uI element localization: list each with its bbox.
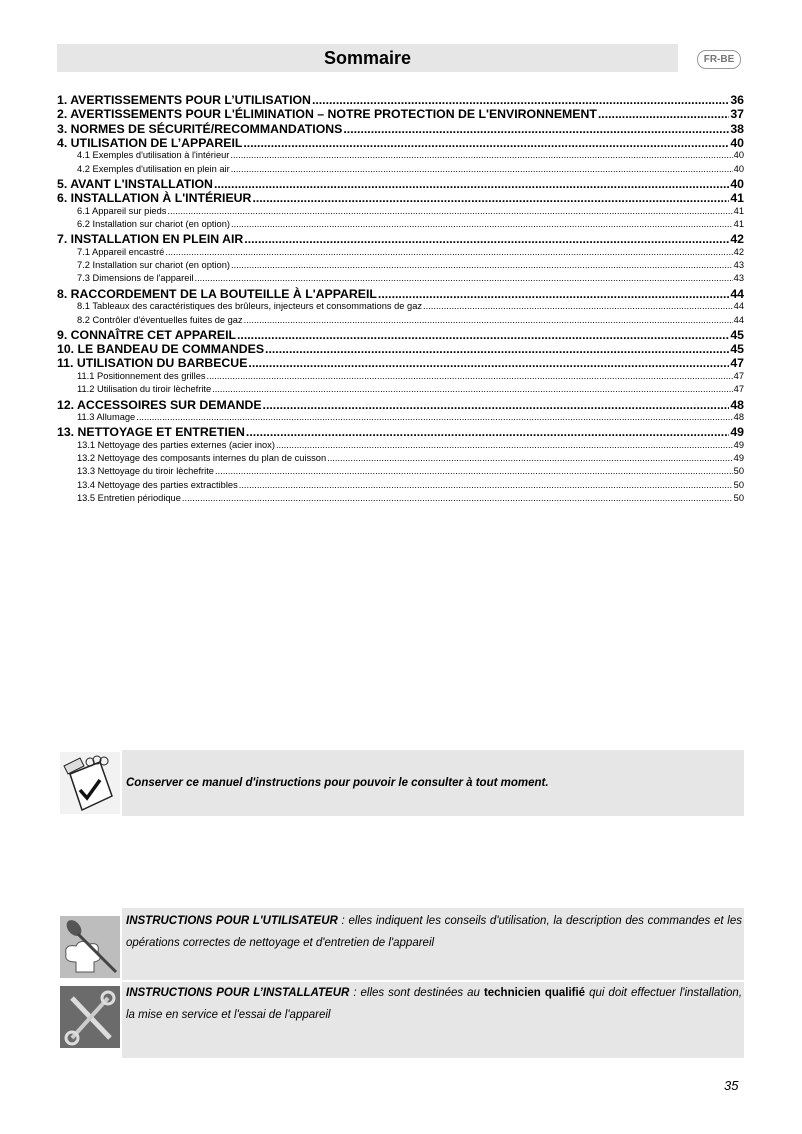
dot-leader bbox=[244, 315, 733, 325]
toc-label: 6. INSTALLATION À L'INTÉRIEUR bbox=[57, 191, 252, 206]
toc-page: 49 bbox=[733, 439, 744, 450]
toc-label: 13.3 Nettoyage du tiroir lèchefrite bbox=[77, 466, 214, 477]
toc-page: 40 bbox=[733, 163, 744, 174]
toc-page: 44 bbox=[733, 314, 744, 325]
toc-label: 12. ACCESSOIRES SUR DEMANDE bbox=[57, 397, 262, 412]
toc-entry[interactable] bbox=[57, 440, 744, 453]
toc-label: 13.2 Nettoyage des composants internes du plan de cuisson bbox=[77, 452, 327, 463]
page-title: Sommaire bbox=[323, 47, 412, 68]
toc-label: 4.1 Exemples d'utilisation à l'intérieur bbox=[77, 150, 230, 161]
dot-leader bbox=[136, 412, 732, 422]
user-instructions-box bbox=[122, 908, 744, 980]
toc-label: 11.2 Utilisation du tiroir lèchefrite bbox=[77, 384, 212, 395]
toc-entry[interactable] bbox=[57, 150, 744, 163]
toc-page: 43 bbox=[733, 260, 744, 271]
dot-leader bbox=[182, 493, 733, 503]
toc-entry[interactable] bbox=[57, 219, 744, 232]
toc-entry[interactable] bbox=[57, 480, 744, 493]
toc-label: 11. UTILISATION DU BARBECUE bbox=[57, 356, 248, 371]
note-text: Conserver ce manuel d'instructions pour pouvoir le consulter à tout moment. bbox=[126, 777, 549, 789]
toc-label: 13.1 Nettoyage des parties externes (acier inox) bbox=[77, 439, 275, 450]
toc-entry[interactable] bbox=[57, 247, 744, 260]
toc-label: 4. UTILISATION DE L’APPAREIL bbox=[57, 135, 243, 150]
dot-leader bbox=[214, 177, 729, 191]
toc-entry[interactable] bbox=[57, 412, 744, 425]
dot-leader bbox=[423, 301, 733, 311]
toc-entry[interactable] bbox=[57, 356, 744, 370]
toc-page: 50 bbox=[733, 466, 744, 477]
dot-leader bbox=[327, 453, 733, 463]
toc-label: 7.1 Appareil encastré bbox=[77, 246, 165, 257]
toc-label: 8.2 Contrôler d'éventuelles fuites de gaz bbox=[77, 314, 243, 325]
toc-label: 6.2 Installation sur chariot (en option) bbox=[77, 218, 230, 229]
dot-leader bbox=[165, 247, 732, 257]
dot-leader bbox=[239, 480, 733, 490]
toc-label: 6.1 Appareil sur pieds bbox=[77, 205, 167, 216]
installer-text: : elles sont destinées au bbox=[349, 987, 484, 999]
toc-page: 42 bbox=[730, 232, 744, 247]
dot-leader bbox=[231, 164, 733, 174]
toc-entry[interactable] bbox=[57, 191, 744, 205]
toc-label: 1. AVERTISSEMENTS POUR L’UTILISATION bbox=[57, 93, 311, 107]
notepad-check-icon bbox=[60, 752, 120, 814]
toc-entry[interactable] bbox=[57, 122, 744, 136]
toc-label: 7.2 Installation sur chariot (en option) bbox=[77, 260, 230, 271]
dot-leader bbox=[231, 219, 733, 229]
dot-leader bbox=[230, 150, 732, 160]
toc-label: 8. RACCORDEMENT DE LA BOUTEILLE À L'APPAREIL bbox=[57, 286, 377, 301]
dot-leader bbox=[263, 398, 730, 412]
toc-entry[interactable] bbox=[57, 398, 744, 412]
dot-leader bbox=[243, 136, 729, 150]
toc-label: 7. INSTALLATION EN PLEIN AIR bbox=[57, 232, 244, 247]
dot-leader bbox=[248, 356, 729, 370]
toc-page: 47 bbox=[730, 356, 744, 371]
dot-leader bbox=[244, 232, 729, 246]
toc-page: 40 bbox=[730, 135, 744, 150]
toc-entry[interactable] bbox=[57, 315, 744, 328]
table-of-contents bbox=[57, 93, 744, 507]
toc-page: 48 bbox=[730, 397, 744, 412]
toc-label: 8.1 Tableaux des caractéristiques des brûleurs, injecteurs et consommations de gaz bbox=[77, 301, 423, 312]
toc-page: 44 bbox=[730, 286, 744, 301]
toc-entry[interactable] bbox=[57, 232, 744, 246]
toc-entry[interactable] bbox=[57, 260, 744, 273]
toc-page: 47 bbox=[733, 384, 744, 395]
toc-page: 38 bbox=[730, 121, 744, 136]
toc-entry[interactable] bbox=[57, 206, 744, 219]
toc-label: 7.3 Dimensions de l'appareil bbox=[77, 273, 194, 284]
toc-page: 41 bbox=[730, 191, 744, 206]
installer-text: qui doit effectuer l'installation, la mise en service et l'essai de l'appareil bbox=[126, 987, 743, 1021]
toc-label: 2. AVERTISSEMENTS POUR L'ÉLIMINATION – NOTRE PROTECTION DE L'ENVIRONNEMENT bbox=[57, 107, 597, 122]
dot-leader bbox=[378, 287, 729, 301]
dot-leader bbox=[252, 191, 729, 205]
toc-page: 47 bbox=[733, 370, 744, 381]
toc-entry[interactable] bbox=[57, 273, 744, 286]
dot-leader bbox=[265, 342, 729, 356]
toc-label: 9. CONNAÎTRE CET APPAREIL bbox=[57, 327, 237, 342]
toc-page: 37 bbox=[730, 107, 744, 122]
toc-page: 48 bbox=[733, 411, 744, 422]
toc-entry[interactable] bbox=[57, 425, 744, 439]
toc-label: 3. NORMES DE SÉCURITÉ/RECOMMANDATIONS bbox=[57, 121, 343, 136]
toc-label: 11.1 Positionnement des grilles bbox=[77, 370, 206, 381]
toc-label: 11.3 Allumage bbox=[77, 411, 136, 422]
toc-entry[interactable] bbox=[57, 177, 744, 191]
dot-leader bbox=[215, 466, 733, 476]
dot-leader bbox=[231, 260, 733, 270]
toc-label: 10. LE BANDEAU DE COMMANDES bbox=[57, 342, 265, 357]
wrench-screwdriver-icon bbox=[60, 986, 120, 1048]
toc-page: 42 bbox=[733, 246, 744, 257]
toc-entry[interactable] bbox=[57, 466, 744, 479]
dot-leader bbox=[167, 206, 732, 216]
toc-label: 4.2 Exemples d'utilisation en plein air bbox=[77, 163, 230, 174]
dot-leader bbox=[237, 328, 729, 342]
toc-page: 40 bbox=[730, 176, 744, 191]
toc-page: 50 bbox=[733, 493, 744, 504]
toc-page: 43 bbox=[733, 273, 744, 284]
dot-leader bbox=[312, 93, 729, 107]
toc-label: 13.4 Nettoyage des parties extractibles bbox=[77, 479, 238, 490]
toc-entry[interactable] bbox=[57, 164, 744, 177]
installer-emphasis: technicien qualifié bbox=[483, 987, 586, 999]
toc-entry[interactable] bbox=[57, 453, 744, 466]
dot-leader bbox=[246, 425, 729, 439]
toc-entry[interactable] bbox=[57, 384, 744, 397]
user-instructions-title: INSTRUCTIONS POUR L'UTILISATEUR bbox=[126, 915, 338, 927]
toc-page: 45 bbox=[730, 327, 744, 342]
dot-leader bbox=[598, 107, 729, 121]
toc-page: 45 bbox=[730, 342, 744, 357]
toc-entry[interactable] bbox=[57, 371, 744, 384]
toc-page: 41 bbox=[733, 218, 744, 229]
page-number: 35 bbox=[724, 1078, 739, 1093]
toc-page: 36 bbox=[730, 93, 744, 107]
toc-page: 50 bbox=[733, 479, 744, 490]
dot-leader bbox=[343, 122, 729, 136]
toc-page: 49 bbox=[733, 452, 744, 463]
installer-instructions-box bbox=[122, 982, 744, 1058]
toc-page: 40 bbox=[733, 150, 744, 161]
dot-leader bbox=[276, 440, 733, 450]
toc-entry[interactable] bbox=[57, 287, 744, 301]
toc-label: 13. NETTOYAGE ET ENTRETIEN bbox=[57, 425, 245, 440]
toc-label: 13.5 Entretien périodique bbox=[77, 493, 181, 504]
toc-entry[interactable] bbox=[57, 301, 744, 314]
dot-leader bbox=[207, 371, 733, 381]
toc-entry[interactable] bbox=[57, 93, 744, 107]
toc-entry[interactable] bbox=[57, 342, 744, 356]
toc-entry[interactable] bbox=[57, 136, 744, 150]
chef-spoon-icon bbox=[60, 916, 120, 978]
title-bar bbox=[57, 44, 678, 72]
toc-entry[interactable] bbox=[57, 493, 744, 506]
note-box bbox=[122, 750, 744, 816]
toc-page: 44 bbox=[733, 301, 744, 312]
dot-leader bbox=[195, 273, 733, 283]
installer-instructions-title: INSTRUCTIONS POUR L’INSTALLATEUR bbox=[126, 987, 350, 999]
toc-page: 41 bbox=[733, 205, 744, 216]
dot-leader bbox=[212, 384, 732, 394]
toc-page: 49 bbox=[730, 425, 744, 440]
toc-label: 5. AVANT L'INSTALLATION bbox=[57, 176, 213, 191]
user-instructions-text: : elles indiquent les conseils d'utilisation, la description des commandes et les opérations correctes de nettoyage et d'entretien de l'appareil bbox=[126, 915, 742, 949]
toc-entry[interactable] bbox=[57, 328, 744, 342]
language-badge: FR-BE bbox=[697, 50, 741, 69]
toc-entry[interactable] bbox=[57, 107, 744, 121]
